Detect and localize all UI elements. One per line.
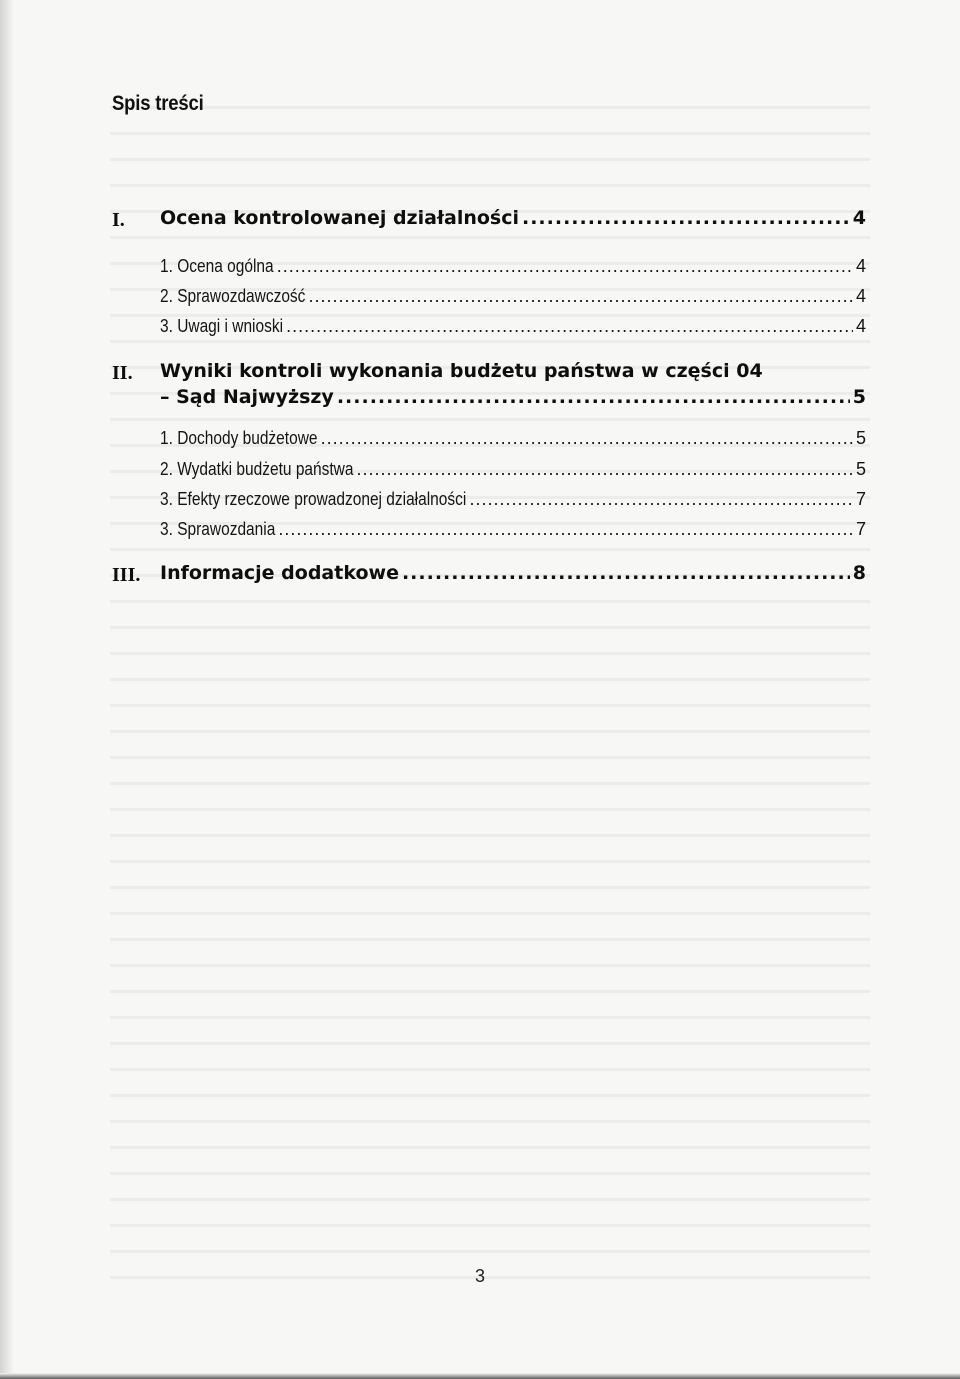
dot-leader bbox=[337, 386, 850, 408]
item-page: 5 bbox=[855, 428, 866, 448]
section-title: Ocena kontrolowanej działalności bbox=[160, 207, 519, 229]
section-numeral: II. bbox=[112, 362, 133, 384]
toc-entry-section-1[interactable] bbox=[160, 207, 866, 229]
toc-entry-2-2[interactable] bbox=[160, 459, 866, 480]
scan-bottom-edge bbox=[0, 1373, 960, 1379]
section-page: 4 bbox=[852, 207, 866, 229]
item-label: 3. Sprawozdania bbox=[160, 519, 276, 539]
toc-entry-section-2[interactable] bbox=[160, 386, 866, 408]
section-numeral: I. bbox=[112, 209, 125, 231]
toc-entry-2-4[interactable] bbox=[160, 519, 866, 540]
item-page: 4 bbox=[855, 286, 866, 306]
dot-leader bbox=[470, 489, 853, 510]
dot-leader bbox=[402, 562, 850, 584]
dot-leader bbox=[309, 286, 853, 307]
section-page: 8 bbox=[852, 562, 866, 584]
toc-entry-2-3[interactable] bbox=[160, 489, 866, 510]
item-label: 1. Dochody budżetowe bbox=[160, 428, 318, 448]
section-title-line-1[interactable]: Wyniki kontroli wykonania budżetu państwa w części 04 bbox=[160, 360, 763, 382]
toc-entry-1-1[interactable] bbox=[160, 256, 866, 277]
item-page: 4 bbox=[855, 256, 866, 276]
dot-leader bbox=[321, 428, 853, 449]
section-title: Informacje dodatkowe bbox=[160, 562, 399, 584]
item-page: 5 bbox=[855, 459, 866, 479]
toc-entry-1-3[interactable] bbox=[160, 316, 866, 337]
toc-entry-1-2[interactable] bbox=[160, 286, 866, 307]
section-title-line-2: – Sąd Najwyższy bbox=[160, 386, 334, 408]
item-label: 3. Uwagi i wnioski bbox=[160, 316, 284, 336]
item-page: 7 bbox=[855, 519, 866, 539]
item-label: 2. Wydatki budżetu państwa bbox=[160, 459, 354, 479]
scan-left-shadow bbox=[0, 0, 14, 1379]
toc-title: Spis treści bbox=[112, 92, 204, 115]
toc-entry-2-1[interactable] bbox=[160, 428, 866, 449]
section-page: 5 bbox=[852, 386, 866, 408]
item-label: 1. Ocena ogólna bbox=[160, 256, 274, 276]
section-numeral: III. bbox=[112, 564, 141, 586]
dot-leader bbox=[277, 256, 853, 277]
dot-leader bbox=[286, 316, 853, 337]
item-page: 7 bbox=[855, 489, 866, 509]
dot-leader bbox=[278, 519, 853, 540]
item-label: 2. Sprawozdawczość bbox=[160, 286, 306, 306]
dot-leader bbox=[522, 207, 850, 229]
page-number: 3 bbox=[474, 1266, 486, 1286]
dot-leader bbox=[356, 459, 853, 480]
toc-entry-section-3[interactable] bbox=[160, 562, 866, 584]
item-page: 4 bbox=[855, 316, 866, 336]
item-label: 3. Efekty rzeczowe prowadzonej działalności bbox=[160, 489, 467, 509]
